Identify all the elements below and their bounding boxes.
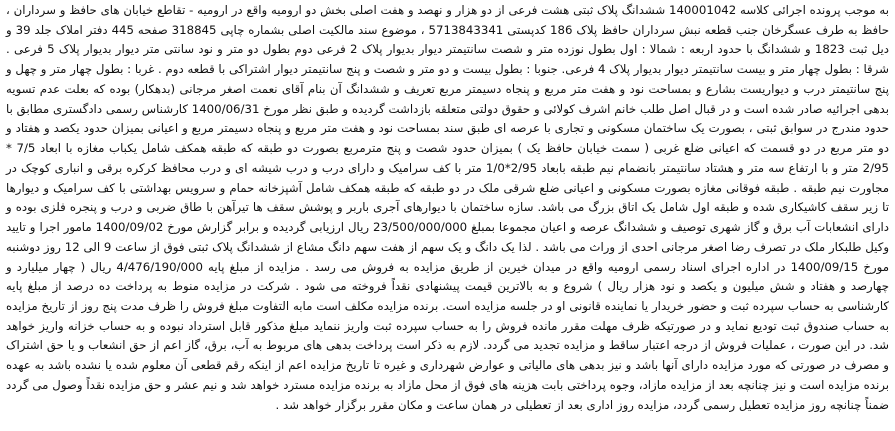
auction-notice-text: به موجب پرونده اجرائی کلاسه 140001042 ششدانگ پلاک ثبتی هشت فرعی از دو هزار و نهصد و هفت اصلی بخش دو ارومیه واقع در ارومیه - تقاطع خیابان های حافظ و سرداران ، حافظ به طرف عسگرخان جنب قطعه نبش سرداران حافظ پلاک 186 کدپستی 5713843341 ، موضوع سند مالکیت اصلی بشماره چاپی 318845 صفحه 445 دفتر املاک جلد 39 و دیل ثبت 1823 و ششدانگ با حدود اربعه : شمالا : اول بطول نوزده متر و شصت سانتیمتر دیوار بدیوار پلاک 2 فرعی دوم بطول دو متر و نود سانتی متر دیوار بدیوار پلاک 5 فرعی . شرقا : بطول چهار متر و بیست سانتیمتر دیوار بدیوار پلاک 4 فرعی. جنوبا : بطول بیست و دو متر و شصت و پنج سانتیمتر دیوار اشتراکی با قطعه دوم . غربا : بطول چهار متر و چهل و پنج سانتیمتر درب و دیواریست بشارع و بمساحت نود و هفت متر مربع و پنجاه دسیمتر مربع تعریف و ششدانگ آن بنام آقای نعمت اصغر مرجانی (بدهکار) بوده که بعلت عدم تسویه بدهی اجرائیه صادر شده است و در قبال اصل طلب خانم اشرف کولائی و حقوق دولتی متعلقه بازداشت گردیده و طبق نظر مورخ 1400/06/31 کارشناس رسمی دادگستری مطابق با حدود مندرج در سوابق ثبتی ، بصورت یک ساختمان مسکونی و تجاری با عرصه ای طبق سند بمساحت نود و هفت متر مربع و پنجاه دسیمتر مربع و اعیانی بمیزان حدود یکصد و هفتاد و دو متر مربع در دو قسمت که اعیانی ضلع غربی ( سمت خیابان حافظ یک ) بمیزان حدود شصت و پنج مترمربع بصورت دو طبقه که طبقه همکف شامل یکباب مغازه با ابعاد 7/5 * 2/95 متر و با ارتفاع سه متر و هشتاد سانتیمتر بانضمام نیم طبقه بابعاد 2/95*1/0 متر با کف سرامیک و دارای درب و درب شیشه ای و درب محافظ کرکره برقی و انباری کوچک در مجاورت نیم طبقه . طبقه فوقانی مغازه بصورت مسکونی و اعیانی ضلع شرقی ملک در دو طبقه که طبقه همکف شامل آشپزخانه حمام و سرویس بهداشتی با کف سرامیک و دیوارها تا زیر سقف کاشیکاری شده و طبقه اول شامل یک اتاق بزرگ می باشد. سازه ساختمان با دیوارهای آجری باربر و پوشش سقف ها تیرآهن با طاق ضربی و درب و پنجره فلزی بوده و دارای انشعابات آب برق و گاز شهری توصیف و ششدانگ عرصه و اعیان مجموعا بمبلغ 23/500/000/000 ریال ارزیابی گردیده و برابر گزارش مورخ 1400/09/02 مامور اجرا و تایید وکیل طلبکار ملک در تصرف رضا اصغر مرجانی احدی از وراث می باشد . لذا یک دانگ و یک سهم از هفت سهم دانگ مشاع از ششدانگ پلاک ثبتی فوق از ساعت 9 الی 12 روز دوشنبه مورخ 1400/09/15 در اداره اجرای اسناد رسمی ارومیه واقع در میدان خیرین از طریق مزایده به فروش می رسد . مزایده از مبلغ پایه 4/476/190/000 ریال ( چهار میلیارد و چهارصد و هفتاد و شش میلیون و یکصد و نود هزار ریال ) شروع و به بالاترین قیمت پیشنهادی نقداً فروخته می شود . شرکت در مزایده منوط به پرداخت ده درصد از مبلغ پایه کارشناسی به حساب سپرده ثبت و حضور خریدار یا نماینده قانونی او در جلسه مزایده است. برنده مزایده مکلف است مابه التفاوت مبلغ فروش را ظرف مدت پنج روز از تاریخ مزایده به حساب صندوق ثبت تودیع نماید و در صورتیکه ظرف مهلت مقرر مانده فروش را به حساب سپرده ثبت واریز ننماید مبلغ مذکور قابل استرداد نبوده و به حساب خزانه واریز خواهد شد. در این صورت ، عملیات فروش از درجه اعتبار ساقط و مزایده تجدید می گردد. لازم به ذکر است پرداخت بدهی های مربوط به آب، برق، گاز اعم از حق انشعاب و یا حق اشتراک و مصرف در صورتی که مورد مزایده دارای آنها باشد و نیز بدهی های مالیاتی و عوارض شهرداری و غیره تا تاریخ مزایده اعم از اینکه رقم قطعی آن معلوم شده یا نشده باشد به عهده برنده مزایده است و نیز چنانچه بعد از مزایده مازاد، وجوه پرداختی بابت هزینه های فوق از محل مازاد به برنده مزایده مسترد خواهد شد و نیم عشر و حق مزایده نقداً وصول می گردد ضمناً چنانچه روز مزایده تعطیل رسمی گردد، مزایده روز اداری بعد از تعطیلی در همان ساعت و مکان مقرر برگزار خواهد شد . (6, 3, 889, 412)
